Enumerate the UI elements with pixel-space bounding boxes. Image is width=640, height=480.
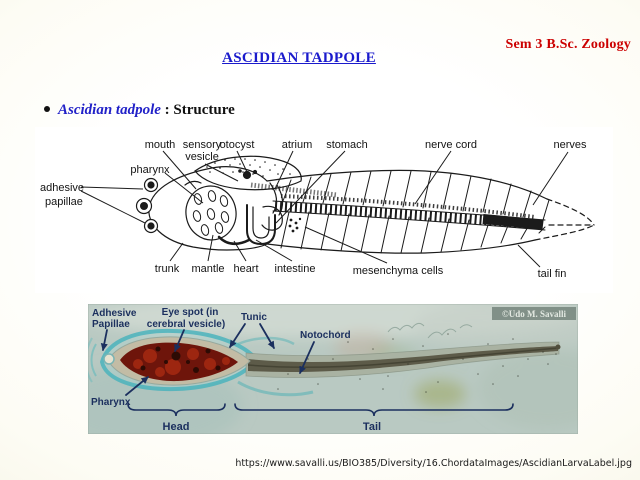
diagram-label-pharynx: pharynx — [130, 164, 170, 176]
diagram-label-intestine: intestine — [274, 263, 316, 275]
bullet-separator: : — [160, 102, 174, 118]
bullet-term: Ascidian tadpole — [58, 102, 161, 118]
photo-label-eye-spot-1: Eye spot (in — [161, 307, 219, 318]
photo-label-pharynx: Pharynx — [91, 397, 131, 408]
photo-credit-badge — [492, 307, 576, 320]
diagram-label-tail-fin: tail fin — [537, 268, 567, 280]
photo-label-tunic: Tunic — [241, 312, 267, 323]
diagram-label-sensory-vesicle-1: sensory — [182, 139, 222, 151]
photo-label-adhesive-papillae-2: Papillae — [92, 319, 130, 330]
diagram-label-adhesive-papillae-2: papillae — [45, 196, 83, 208]
diagram-label-mouth: mouth — [144, 139, 176, 151]
diagram-labels — [40, 139, 587, 280]
bullet-row — [44, 102, 235, 119]
photo-credit-text: ©Udo M. Savalli — [502, 309, 566, 319]
page-title: ASCIDIAN TADPOLE — [222, 50, 376, 66]
diagram-label-nerves: nerves — [553, 139, 587, 151]
diagram-label-mesenchyma-cells: mesenchyma cells — [352, 265, 444, 277]
course-badge: Sem 3 B.Sc. Zoology — [505, 37, 631, 52]
photo-label-eye-spot-2: cerebral vesicle) — [146, 319, 226, 330]
diagram-label-otocyst: otocyst — [219, 139, 255, 151]
photo-label-head: Head — [162, 421, 190, 433]
micrograph-figure — [88, 304, 578, 434]
diagram-label-nerve-cord: nerve cord — [425, 139, 477, 151]
photo-label-notochord: Notochord — [300, 330, 351, 341]
bullet-topic: Structure — [173, 102, 235, 118]
diagram-label-mantle: mantle — [191, 263, 225, 275]
tadpole-line-art — [137, 156, 595, 253]
diagram-label-trunk: trunk — [154, 263, 180, 275]
line-diagram-figure — [35, 127, 613, 293]
diagram-label-adhesive-papillae-1: adhesive — [40, 182, 85, 194]
photo-label-adhesive-papillae-1: Adhesive — [92, 308, 137, 319]
diagram-label-heart: heart — [233, 263, 259, 275]
photo-label-tail: Tail — [362, 421, 382, 433]
bullet-icon — [44, 106, 50, 112]
source-url: https://www.savalli.us/BIO385/Diversity/16.ChordataImages/AscidianLarvaLabel.jpg — [235, 458, 632, 469]
diagram-label-sensory-vesicle-2: vesicle — [185, 151, 219, 163]
diagram-label-stomach: stomach — [326, 139, 368, 151]
diagram-label-atrium: atrium — [281, 139, 313, 151]
